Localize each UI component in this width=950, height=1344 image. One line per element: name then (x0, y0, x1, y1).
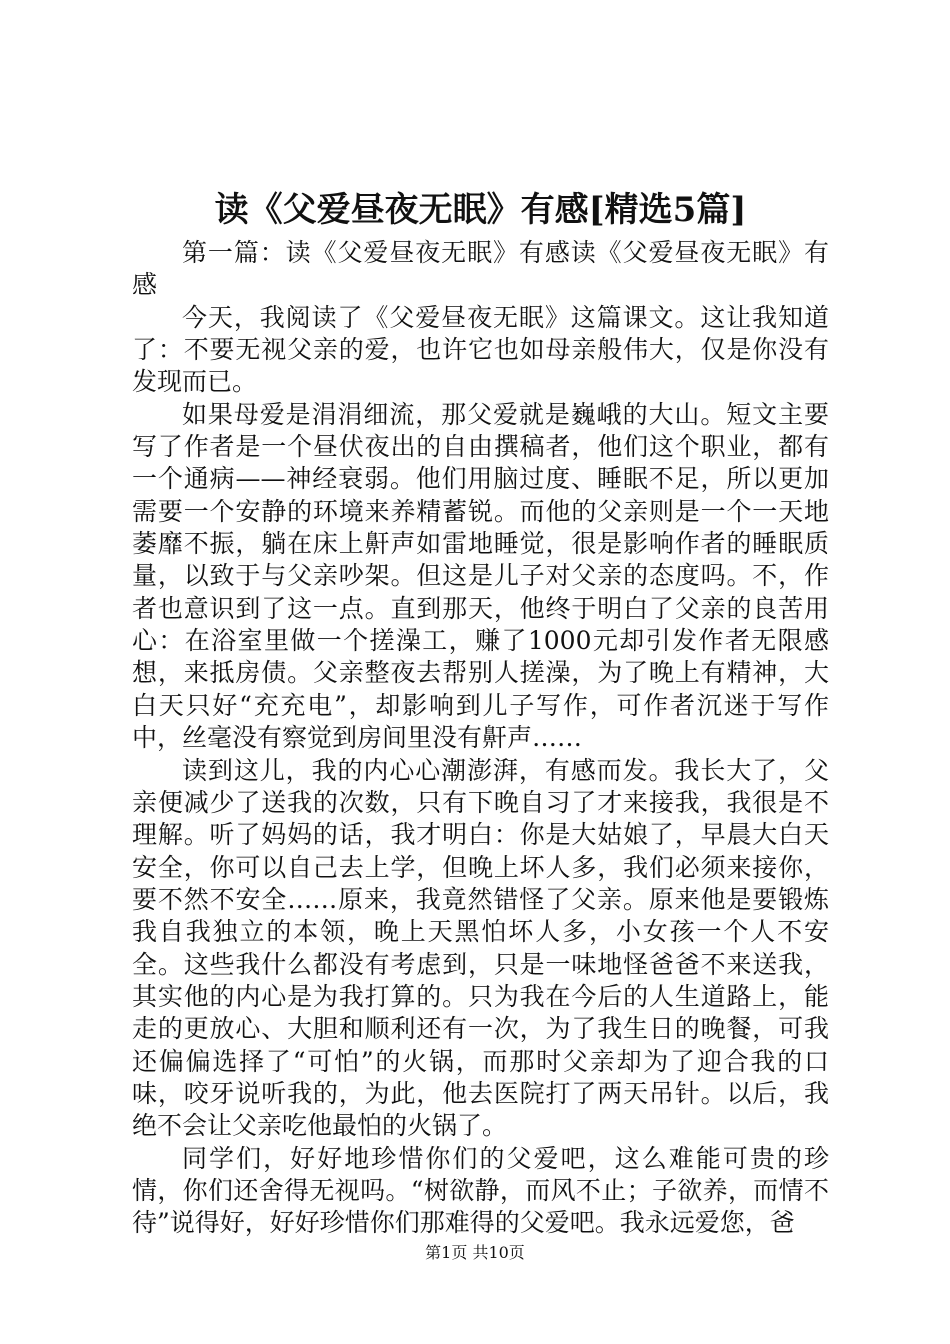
page-footer: 第1页 共10页 (425, 1243, 525, 1262)
paragraph-intro: 今天，我阅读了《父爱昼夜无眠》这篇课文。这让我知道了：不要无视父亲的爱，也许它也如母亲般伟大，仅是你没有发现而已。 (132, 302, 829, 397)
paragraph-chapter-heading: 第一篇：读《父爱昼夜无眠》有感读《父爱昼夜无眠》有感 (132, 238, 829, 300)
paragraph-reflection: 读到这儿，我的内心心潮澎湃，有感而发。我长大了，父亲便减少了送我的次数，只有下晚自习了才来接我，我很是不理解。听了妈妈的话，我才明白：你是大姑娘了，早晨大白天安全，你可以自己去上学，但晚上坏人多，我们必须来接你，要不然不安全……原来，我竟然错怪了父亲。原来他是要锻炼我自我独立的本领，晚上天黑怕坏人多，小女孩一个人不安全。这些我什么都没有考虑到，只是一味地怪爸爸不来送我，其实他的内心是为我打算的。只为我在今后的人生道路上，能走的更放心、大胆和顺利还有一次，为了我生日的晚餐，可我还偏偏选择了“可怕”的火锅，而那时父亲却为了迎合我的口味，咬牙说听我的，为此，他去医院打了两天吊针。以后，我绝不会让父亲吃他最怕的火锅了。 (132, 755, 829, 1141)
paragraph-conclusion: 同学们，好好地珍惜你们的父爱吧，这么难能可贵的珍情，你们还舍得无视吗。“树欲静，而风不止；子欲养，而情不待”说得好，好好珍惜你们那难得的父爱吧。我永远爱您，爸 (132, 1143, 829, 1238)
document-body (132, 237, 829, 1240)
paragraph-summary: 如果母爱是涓涓细流，那父爱就是巍峨的大山。短文主要写了作者是一个昼伏夜出的自由撰稿者，他们这个职业，都有一个通病——神经衰弱。他们用脑过度、睡眠不足，所以更加需要一个安静的环境来养精蓄锐。而他的父亲则是一个一天地萎靡不振，躺在床上鼾声如雷地睡觉，很是影响作者的睡眠质量，以致于与父亲吵架。但这是儿子对父亲的态度吗。不，作者也意识到了这一点。直到那天，他终于明白了父亲的良苦用心：在浴室里做一个搓澡工，赚了1000元却引发作者无限感想，来抵房债。父亲整夜去帮别人搓澡，为了晚上有精神，大白天只好“充充电”，却影响到儿子写作，可作者沉迷于写作中，丝毫没有察觉到房间里没有鼾声…… (132, 399, 829, 753)
document-title: 读《父爱昼夜无眠》有感[精选5篇] (214, 190, 747, 230)
